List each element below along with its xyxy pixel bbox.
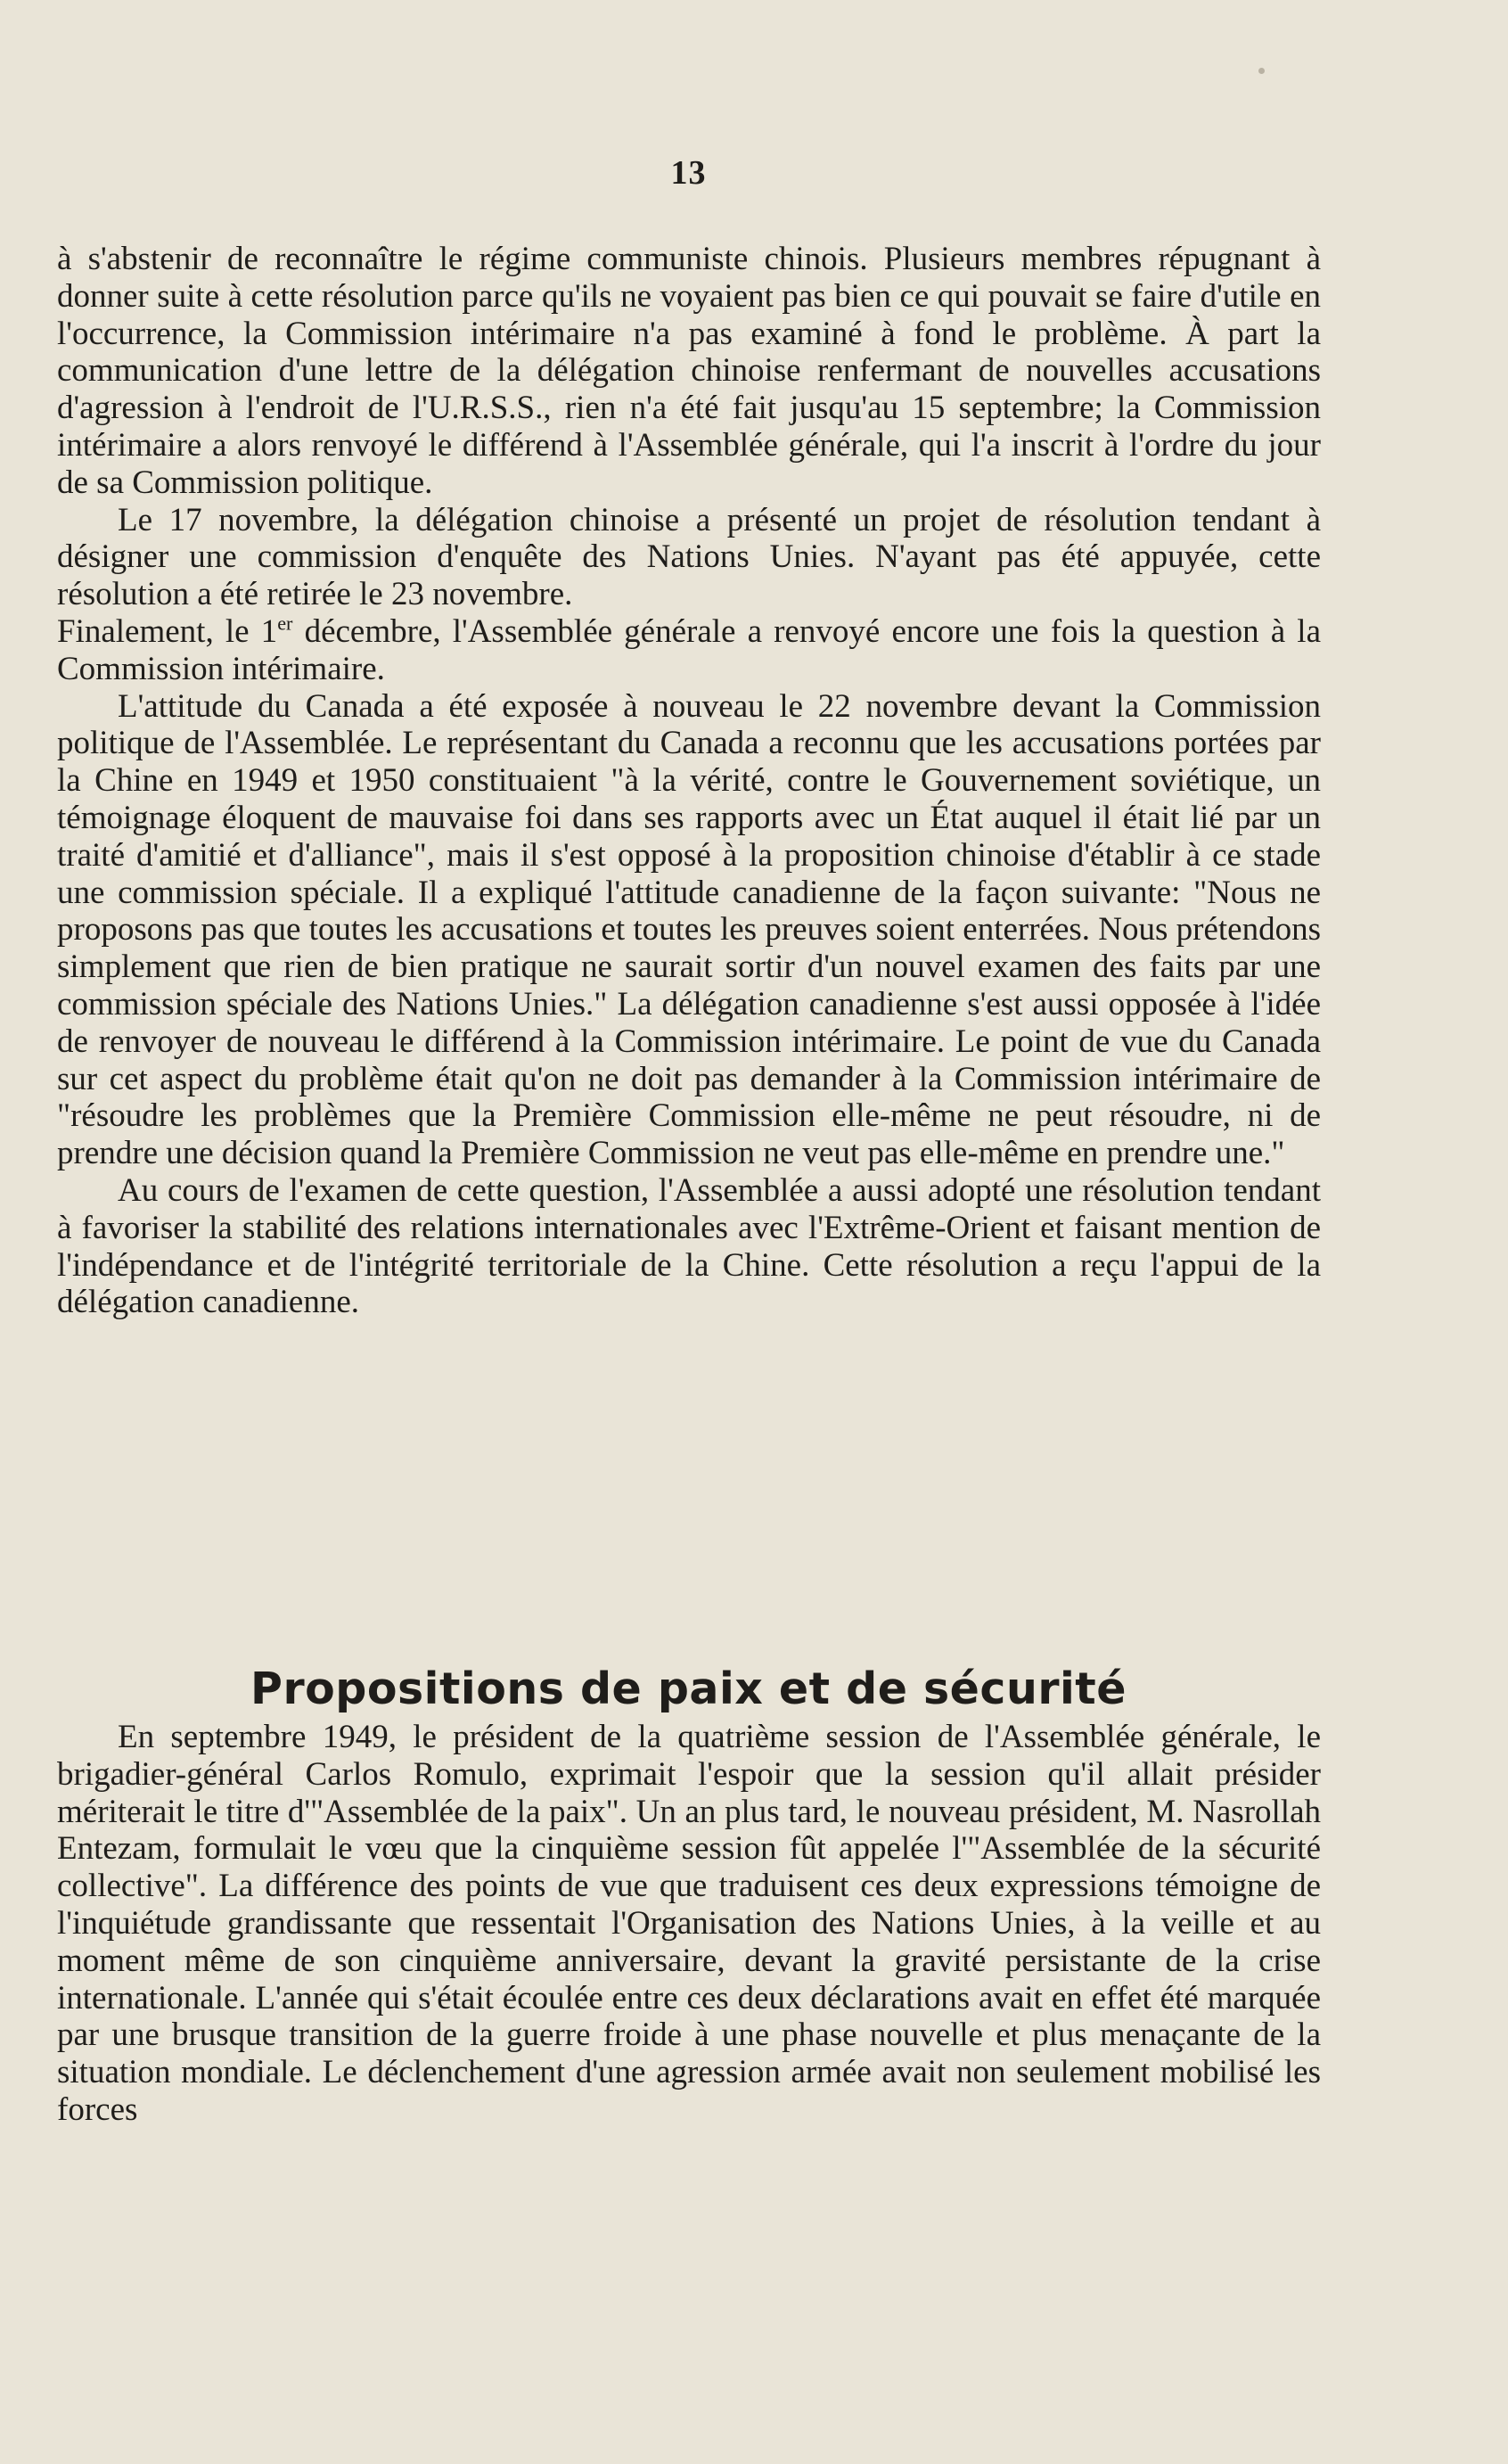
- paragraph-chinese-resolution: Le 17 novembre, la délégation chinoise a présenté un projet de résolution tendant à désigner une commission d'enquête des Nations Unies. N'ayant pas été appuyée, cette résolution a été retirée le 23 novembre.: [57, 501, 1321, 613]
- paragraph-peace-security: En septembre 1949, le président de la quatrième session de l'Assemblée générale, le brigadier-général Carlos Romulo, exprimait l'espoir que la session qu'il allait présider mériterait le titre d'"Assemblée de la paix". Un an plus tard, le nouveau président, M. Nasrollah Entezam, formulait le vœu que la cinquième session fût appelée l'"Assemblée de la sécurité collective". La différence des points de vue que traduisent ces deux expressions témoigne de l'inquiétude grandissante que ressentait l'Organisation des Nations Unies, à la veille et au moment même de son cinquième anniversaire, devant la gravité persistante de la crise internationale. L'année qui s'était écoulée entre ces deux déclarations avait en effet été marquée par une brusque transition de la guerre froide à une phase nouvelle et plus menaçante de la situation mondiale. Le déclenchement d'une agression armée avait non seulement mobilisé les forces: [57, 1719, 1321, 2128]
- body-text-upper: [57, 241, 1321, 1321]
- paragraph-canada-attitude: L'attitude du Canada a été exposée à nouveau le 22 novembre devant la Commission politique de l'Assemblée. Le représentant du Canada a reconnu que les accusations portées par la Chine en 1949 et 1950 constituaient "à la vérité, contre le Gouvernement soviétique, un témoignage éloquent de mauvaise foi dans ses rapports avec un État auquel il était lié par un traité d'amitié et d'alliance", mais il s'est opposé à la proposition chinoise d'établir à ce stade une commission spéciale. Il a expliqué l'attitude canadienne de la façon suivante: "Nous ne proposons pas que toutes les accusations et toutes les preuves soient enterrées. Nous prétendons simplement que rien de bien pratique ne saurait sortir d'un nouvel examen des faits par une commission spéciale des Nations Unies." La délégation canadienne s'est aussi opposée à l'idée de renvoyer de nouveau le différend à la Commission intérimaire. Le point de vue du Canada sur cet aspect du problème était qu'on ne doit pas demander à la Commission intérimaire de "résoudre les problèmes que la Première Commission elle-même ne peut résoudre, ni de prendre une décision quand la Première Commission ne veut pas elle-même en prendre une.": [57, 687, 1321, 1172]
- paragraph-finalement: [57, 613, 1321, 688]
- paper-speck: [1258, 68, 1265, 74]
- body-text-lower: [57, 1719, 1321, 2129]
- finalement-text-end: décembre, l'Assemblée générale a renvoyé encore une fois la question à la Commission intérimaire.: [57, 612, 1321, 687]
- finalement-text-start: Finalement, le 1: [57, 612, 278, 650]
- ordinal-superscript: er: [277, 612, 293, 635]
- page-number: 13: [670, 154, 707, 192]
- section-heading: Propositions de paix et de sécurité: [250, 1663, 1127, 1714]
- paragraph-far-east-resolution: Au cours de l'examen de cette question, l'Assemblée a aussi adopté une résolution tendant à favoriser la stabilité des relations internationales avec l'Extrême-Orient et faisant mention de l'indépendance et de l'intégrité territoriale de la Chine. Cette résolution a reçu l'appui de la délégation canadienne.: [57, 1171, 1321, 1321]
- paragraph-interim-commission: à s'abstenir de reconnaître le régime communiste chinois. Plusieurs membres répugnant à donner suite à cette résolution parce qu'ils ne voyaient pas bien ce qui pouvait se faire d'utile en l'occurrence, la Commission intérimaire n'a pas examiné à fond le problème. À part la communication d'une lettre de la délégation chinoise renfermant de nouvelles accusations d'agression à l'endroit de l'U.R.S.S., rien n'a été fait jusqu'au 15 septembre; la Commission intérimaire a alors renvoyé le différend à l'Assemblée générale, qui l'a inscrit à l'ordre du jour de sa Commission politique.: [57, 241, 1321, 501]
